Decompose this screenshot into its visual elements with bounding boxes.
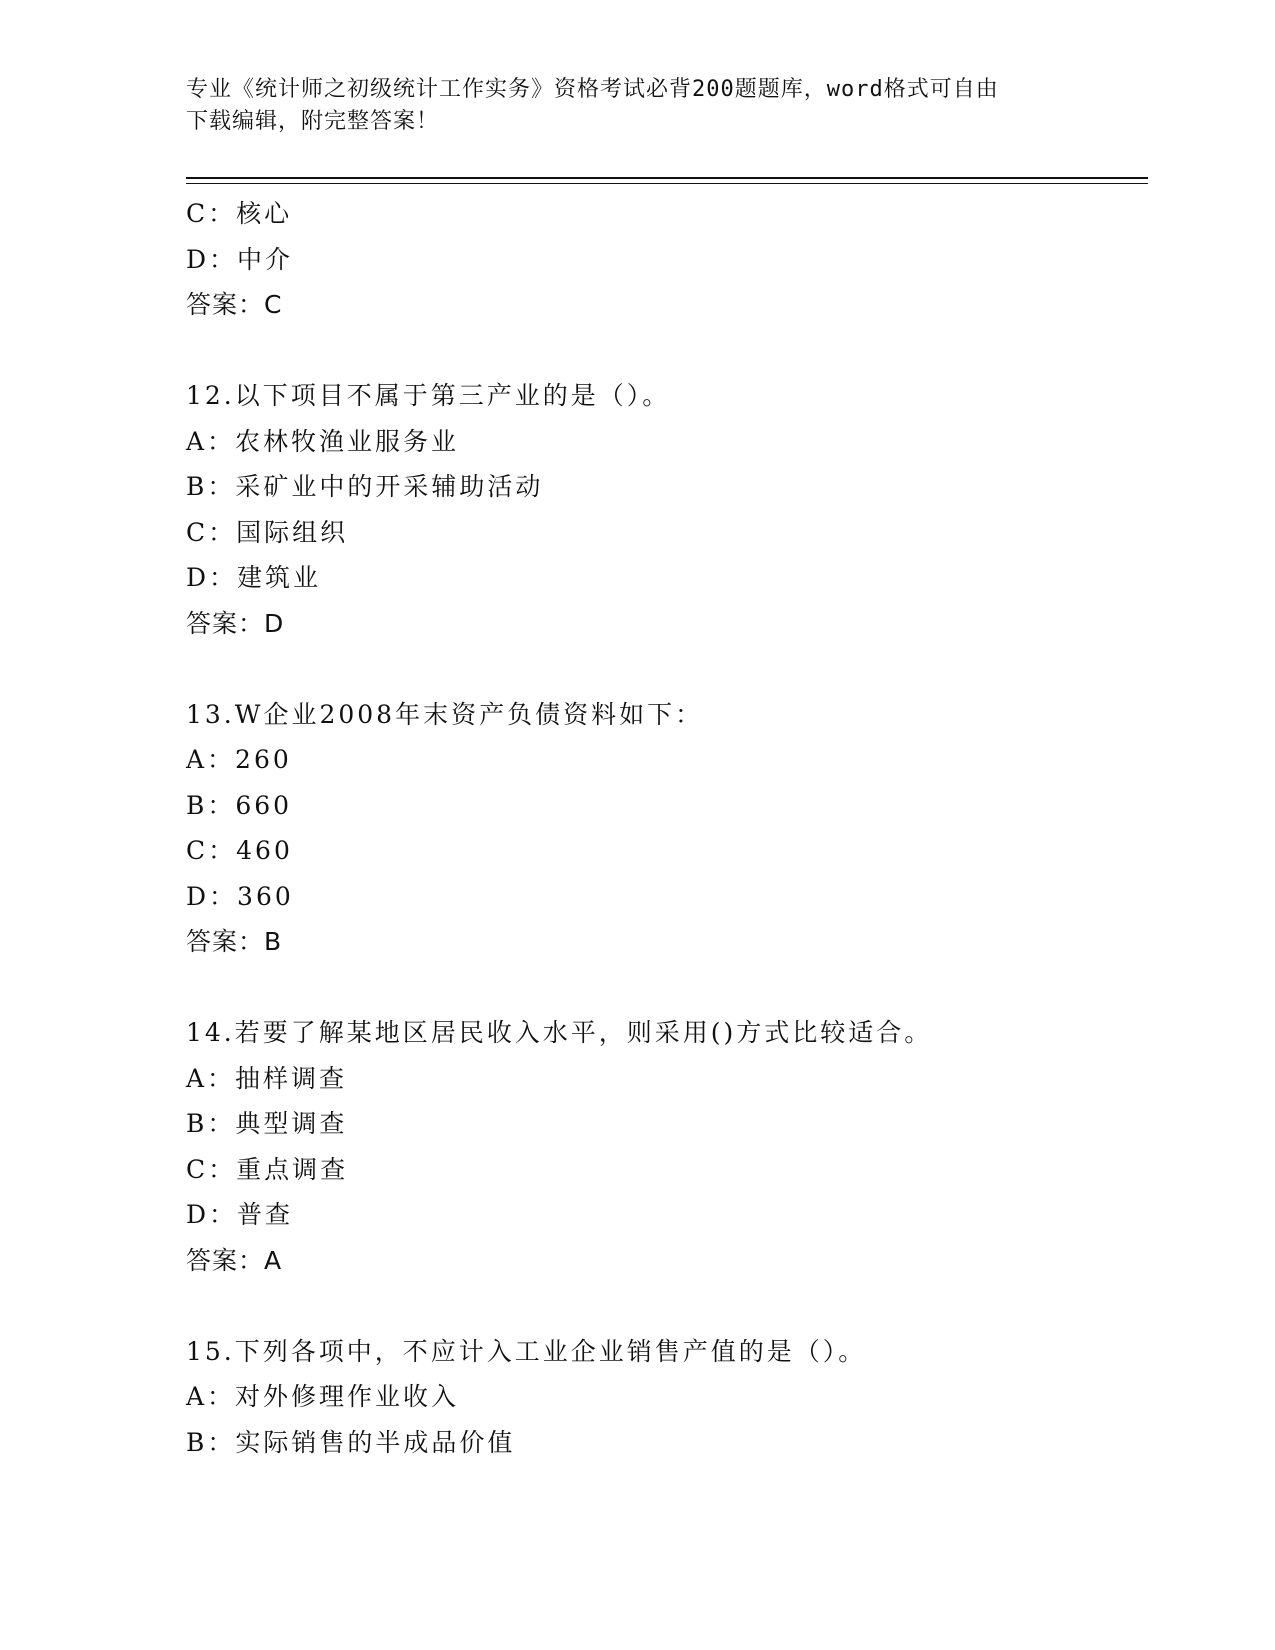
spacer xyxy=(186,1283,1146,1329)
header-title-line-2: 下载编辑，附完整答案！ xyxy=(186,109,440,134)
question-14 xyxy=(186,1010,1146,1283)
option-d: D：普查 xyxy=(186,1200,294,1229)
document-header xyxy=(186,74,1066,138)
question-text: 15.下列各项中，不应计入工业企业销售产值的是（）。 xyxy=(186,1336,867,1366)
question-list xyxy=(186,191,1146,1465)
answer: 答案：C xyxy=(186,290,283,319)
answer: 答案：A xyxy=(186,1245,283,1275)
option-c: C：460 xyxy=(186,836,293,865)
header-divider-thin xyxy=(186,183,1148,184)
question-12 xyxy=(186,373,1146,646)
option-b: B：采矿业中的开采辅助活动 xyxy=(186,472,544,501)
option-c: C：重点调查 xyxy=(186,1154,349,1184)
spacer xyxy=(186,328,1146,374)
answer: 答案：B xyxy=(186,927,283,956)
option-b: B：实际销售的半成品价值 xyxy=(186,1427,516,1457)
question-text: 12.以下项目不属于第三产业的是（）。 xyxy=(186,381,671,410)
spacer xyxy=(186,965,1146,1011)
answer: 答案：D xyxy=(186,608,285,638)
option-c: C：核心 xyxy=(186,199,293,228)
option-a: A：抽样调查 xyxy=(186,1063,348,1093)
question-11 xyxy=(186,191,1146,328)
question-15 xyxy=(186,1329,1146,1466)
option-b: B：660 xyxy=(186,790,293,820)
header-divider-thick xyxy=(186,177,1148,179)
option-d: D：360 xyxy=(186,881,294,911)
option-d: D：建筑业 xyxy=(186,563,322,592)
option-d: D：中介 xyxy=(186,244,294,274)
option-b: B：典型调查 xyxy=(186,1109,348,1138)
option-c: C：国际组织 xyxy=(186,517,349,547)
option-a: A：260 xyxy=(186,745,292,774)
option-a: A：农林牧渔业服务业 xyxy=(186,426,460,456)
question-13 xyxy=(186,692,1146,965)
header-title-line-1: 专业《统计师之初级统计工作实务》资格考试必背200题题库，word格式可自由 xyxy=(186,77,999,102)
question-text: 13.W企业2008年末资产负债资料如下： xyxy=(186,699,704,729)
spacer xyxy=(186,646,1146,692)
option-a: A：对外修理作业收入 xyxy=(186,1382,460,1411)
question-text: 14.若要了解某地区居民收入水平，则采用()方式比较适合。 xyxy=(186,1018,933,1047)
